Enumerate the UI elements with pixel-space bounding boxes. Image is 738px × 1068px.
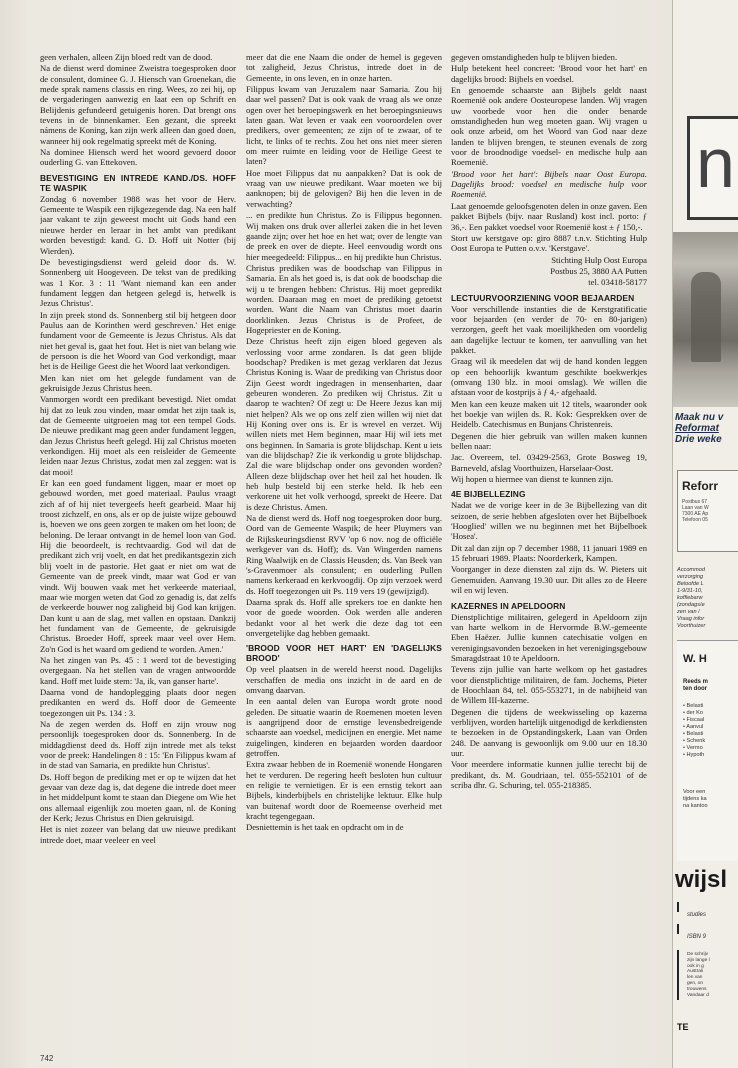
paragraph: Voor meerdere informatie kunnen jullie terecht bij de predikant, ds. M. Goudriaan, tel. 055-552101 of de scriba dhr. G. Schuring, tel. 055-218385. [451, 759, 647, 790]
ad-tax-item: • Vermo [683, 745, 705, 752]
paragraph: Graag wil ik meedelen dat wij de hand konden leggen op een behoorlijk kwantum geschikte boekwerkjes (omvang 130 blz. in mooi omslag). We willen die afstaan voor de kostprijs à ƒ 4,- afgehaald. [451, 356, 647, 398]
ad-book-isbn: ISBN 9 [687, 934, 707, 940]
column-right [451, 52, 647, 1047]
paragraph: geen verhalen, alleen Zijn bloed redt van de dood. [40, 52, 213, 62]
paragraph: Na de dienst werd ds. Hoff nog toegesproken door burg. Oord van de Gemeente Waspik; de heer Pluymers van de Rijkskeuringsdienst RVV 'op 6 nov. nog de officiële werkgever van ds. Hoff); ds. Van Wingerden namens Ring Waalwijk en de Classis Heusden; ds. Van Beek van 's-Gravenmoer als consulent; en ouderling Pullen namens kerkeraad en kerkvoogdij. Op zijn verzoek werd ds. Hoff toegezongen uit Ps. 119 vers 19 (gewijzigd). [246, 513, 442, 596]
ad-tax-item: • Hypoth [683, 752, 705, 759]
paragraph: Deze Christus heeft zijn eigen bloed gegeven als verlossing voor arme zondaren. Is dat geen blijde boodschap? Prediken is met gezag verklaren dat Jezus Christus Koning is. Waar de prediking van Christus door Zijn Geest wordt ingedragen in mensenharten, daar gebeuren wonderen. Zo prediken wij Christus. Zit u daarop te wachten? Of zegt u: De Heere Jezus kan mij niet helpen? Als we op ons zelf zien willen wij niet dat Hij Koning over ons is. Er is wrevel en verzet. Wij willen niets met Hem beginnen, maar Hij wil iets met ons beginnen. In Samaria is grote blijdschap. Kent u iets van die blijdschap? Zie ik verkondig u grote blijdschap. Zal die ware blijdschap onder ons gevonden worden? Alleen deze blijdschap over het heil zal het houden. Ik heb hulp besteld bij een sterke held. Ik heb een verkorene uit het volk verhoogd, spreekt de Heere. Dat is deze Christus. Amen. [246, 336, 442, 512]
section-heading: KAZERNES IN APELDOORN [451, 600, 566, 611]
ad-note-line: Vandaar d [687, 992, 709, 998]
ad-small-line: 1-9/31-10, [677, 588, 703, 594]
paragraph: Na de zegen werden ds. Hoff en zijn vrouw nog persoonlijk toegesproken door ds. Sonnenberg. In de middagdienst deed ds. Hoff zijn intrede met als tekst voor de preek: Handelingen 8 : 15: 'En Filippus kwam af in de stad van Samaria, en predikte hun Christus'. [40, 718, 236, 771]
ad-small-line: verzorging [677, 574, 704, 580]
ad-slogan-line: Drie weke [675, 434, 722, 445]
paragraph: Daarna vond de handoplegging plaats door negen predikanten en werd ds. Hoff door de Gemeente toegezongen uit Ps. 134 : 3. [40, 686, 236, 718]
paragraph: 'Brood voor het hart': Bijbels naar Oost Europa. Dagelijks brood: voedsel en medische hulp voor Roemenië. [451, 168, 647, 200]
ad-small-line: (zondags/e [677, 602, 705, 608]
ad-tax-subtitle [683, 679, 708, 693]
ad-bar [677, 902, 679, 912]
paragraph: Tevens zijn jullie van harte welkom op het gastadres voor dienstplichtige militairen, de fam. Jochems, Pieter de Hoochlaan 84, tel. 055-553271, in de nabijheid van de Willem III-kazerne. [451, 664, 647, 706]
ad-tax-item: • der Ko [683, 710, 705, 717]
paragraph: Degenen die hier gebruik van willen maken kunnen bellen naar: [451, 430, 647, 452]
paragraph: meer dat die ene Naam die onder de hemel is gegeven tot zaligheid, Jezus Christus, intrede doet in de Gemeente, in ons leven, en in onze harten. [246, 52, 442, 83]
ad-box-address [682, 499, 709, 523]
ad-logo-glyph: n [696, 124, 735, 202]
page-number: 742 [40, 1054, 54, 1063]
paragraph: Na de dienst werd dominee Zweistra toegesproken door de consulent, dominee G. J. Hiensch van Groenekan, die mede sprak namens classis en ring. Wees, zo zei hij, op de vergaderingen aanwezig en laat een op Schrift en Belijdenis gefundeerd getuigenis horen. Dat brengt ons tevens in de binnenkamer. Een gezant, die spreekt námens de Koning, kan zijn werk alleen dan goed doen, wanneer hij ook regelmatig spreekt mét de Koning. [40, 63, 236, 146]
paragraph: Wij hopen u hiermee van dienst te kunnen zijn. [451, 474, 614, 485]
paragraph: In zijn preek stond ds. Sonnenberg stil bij hetgeen door Paulus aan de Korinthen werd geschreven.' Het enige fundament voor de Gemeente is Jezus Christus. Als dat niet het geval is, gaat het fout. Het is niet van belang wie de persoon is die het Woord van God verkondigt, maar het is de Heilige Geest die het Woord laat verkondigen. [40, 309, 236, 372]
section-heading: 4E BIJBELLEZING [451, 489, 526, 500]
paragraph: ... en predikte hun Christus. Zo is Filippus begonnen. Wij maken ons druk over allerlei zaken die in het leven gaande zijn; over het hoe en het wat; over de lengte van de preek en over de diepte. Heel eenvoudig wordt ons hier meegedeeld: Filippus... en hij predikte hun Christus. [246, 210, 442, 262]
paragraph: gegeven omstandigheden hulp te blijven bieden. [451, 52, 618, 62]
ad-small-line: koffiebarw [677, 595, 703, 601]
ad-logo [687, 116, 738, 220]
ad-note-line: trouwens [687, 986, 707, 992]
ad-note-line: zijn lange l [687, 957, 710, 963]
paragraph: Men kan niet om het gelegde fundament van de gekruisigde Jezus Christus heen. [40, 372, 236, 393]
ad-book-note [687, 952, 710, 998]
ad-tax-footer [683, 789, 708, 810]
ad-tax-service [677, 640, 738, 861]
ad-note-line: len van [687, 975, 703, 981]
ad-book-title: wijsl [675, 866, 728, 893]
ad-tax-foot-line: na kantoo [683, 803, 708, 809]
ad-tax-item: • Aanvul [683, 724, 705, 731]
ad-tax-item: • Belasti [683, 731, 705, 738]
paragraph: Voorganger in deze diensten zal zijn ds. W. Pieters uit Genemuiden. Aanvang 19.30 uur. Dit alles zo de Heere wil en wij leven. [451, 564, 647, 596]
paragraph: Vanmorgen wordt een predikant bevestigd. Niet omdat hij dat zo leuk zou vinden, maar omdat het zijn taak is, dat de Gemeente uitgroeien mag tot een tempel Gods. De nieuwe predikant mag geen ander fundament leggen, dan Jezus Christus heeft gelegd. Hij zal Christus moeten verkondigen. Hij moet als een reisleider de Gemeente leiden naar Jezus Christus, zodat men zal zeggen: wat is dat mooi! [40, 394, 236, 477]
ad-note-line: ook in g [687, 963, 704, 969]
ad-small-line: Voorthuizer [677, 623, 706, 629]
ad-address-line: Postbus 67 [682, 499, 708, 505]
paragraph: Hulp betekent heel concreet: 'Brood voor het hart' en dagelijks brood: Bijbels en voedsel. [451, 63, 647, 84]
ad-small-line: Beloofde L [677, 581, 704, 587]
ad-tax-sub-line: Reeds m [683, 679, 709, 685]
ad-slogan [675, 412, 738, 445]
ad-address-box [677, 470, 738, 552]
paragraph: Filippus kwam van Jeruzalem naar Samaria. Zou hij daar wel passen? Dat is ook vaak de vraag als we onze ogen over het beroepingswerk en het beroepingsnieuws laten gaan. Wat leven er vaak een vooroordelen over predikers, over gemeenten; ze zijn of te zwaar, of te licht, te links of te rechts. Zou het ons niet meer sieren om meer ruimte en leiding voor de Heilige Geest te laten? [246, 84, 442, 167]
ad-small-line: zen van / [677, 609, 700, 615]
paragraph: Stichting Hulp Oost Europa [551, 254, 647, 265]
paragraph: Laat genoemde geloofsgenoten delen in onze gaven. Een pakket Bijbels (bijv. naar Rusland) kost incl. porto: ƒ 36,-. Een pakket voedsel voor Roemenië kost ± ƒ 150,-. [451, 200, 647, 232]
paragraph: Ds. Hoff begon de prediking met er op te wijzen dat het gevaar van deze dag is, dat degene die intrede doet meer in het middelpunt komt te staan dan Diegene om Wie het ons allemaal eigenlijk zou moeten gaan, nl. de Koning der Kerk; Jezus Christus en Dien gekruisigd. [40, 771, 236, 824]
ad-small-line: Accommod [677, 567, 705, 573]
ad-tax-foot-line: tijdens ka [683, 796, 707, 802]
section-heading: LECTUURVOORZIENING VOOR BEJAARDEN [451, 292, 635, 303]
section-heading: 'BROOD VOOR HET HART' EN 'DAGELIJKS BROOD' [246, 643, 442, 664]
paragraph: Zondag 6 november 1988 was het voor de Herv. Gemeente te Waspik een rijkgezegende dag. Na een half jaar vakant te zijn geweest mocht uit Gods hand een nieuwe herder en leraar in het ambt van predikant worden bevestigd: kand. G. D. Hoff uit Notter (bij Wierden). [40, 193, 236, 256]
paragraph: Stort uw kerstgave op: giro 8887 t.n.v. Stichting Hulp Oost Europa te Putten o.v.v. 'Kerstgave'. [451, 232, 647, 254]
paragraph: Op veel plaatsen in de wereld heerst nood. Dagelijks verschaffen de media ons inzicht in de aard en de omvang daarvan. [246, 664, 442, 695]
paragraph: Er kan een goed fundament liggen, maar er moet op gebouwd worden, met goed materiaal. Paulus vraagt zich af of hij niet tevergeefs heeft gearbeid. Maar hij troost zichzelf, en ons, als er op de juiste wijze gebouwd is, hoeven we ons geen zorgen te maken om het loon; de beloning. De leraar ontvangt in de hemel loon van God. Hij die beoordeelt, is rechtvaardig. God wil dat de predikant zich vrij voelt, en dat het predikantsgezin zich blij voelt in de pastorie. Het gaat er niet om wat de Gemeente van de preek vindt, maar wat God er van vindt. Wij bouwen vaak met het verkeerde materiaal, maar wie morgen weten dat God zo genadig is, dat zelfs de verkeerde bouwer nog zaligheid bij God kan krijgen. Dan kunt u aan de slag, met vallen en opstaan. Dankzij het fundament van de Gemeente, de gekruisigde Christus. Broeder Hoff, spreek maar veel over Hem. Zo'n God is het waard om gediend te worden. Amen.' [40, 478, 236, 654]
paragraph: Na het zingen van Ps. 45 : 1 werd tot de bevestiging overgegaan. Na het stellen van de vragen antwoordde kand. Hoff met luide stem: 'Ja, ik, van ganser harte'. [40, 654, 236, 686]
ad-address-line: 7300 AE Ap [682, 511, 709, 517]
ad-tax-item: • Schenk [683, 738, 705, 745]
paragraph: Dienstplichtige militairen, gelegerd in Apeldoorn zijn van harte welkom in de Hervormde B.W.-gemeente Eben Haëzer. Jullie kunnen catechisatie volgen en verenigingsavonden bezoeken in het verenigingsgebouw Smaragdstraat 10 te Apeldoorn. [451, 611, 647, 663]
section-heading: BEVESTIGING EN INTREDE KAND./DS. HOFF TE WASPIK [40, 172, 236, 193]
paragraph: De bevestigingsdienst werd geleid door ds. W. Sonnenberg uit Hoogeveen. De tekst van de prediking was 1 Kor. 3 : 11 'Want niemand kan een ander fundament leggen dan hetgeen gelegd is, hetwelk is Jezus Christus'. [40, 256, 236, 309]
paragraph: Postbus 25, 3880 AA Putten [550, 265, 647, 276]
column-left [40, 52, 236, 1047]
ad-note-line: Australi [687, 969, 703, 975]
ad-note-line: gen, on [687, 980, 704, 986]
paragraph: Dit zal dan zijn op 7 december 1988, 11 januari 1989 en 15 februari 1989. Plaats: Noorderkerk, Kampen. [451, 542, 647, 564]
paragraph: Desniettemin is het taak en opdracht om in de [246, 822, 404, 833]
ad-tax-item: • Belasti [683, 703, 705, 710]
ad-bar [677, 924, 679, 934]
paragraph: Christus prediken was de boodschap van Filippus in Samaria. En als het goed is, is dat ook de boodschap die wij u te brengen hebben: Christus. Hij moet gepredikt worden. Daaraan mag en moet de prediking getoetst worden. Want die Naam van Christus moet daarin doorklinken. Jezus Christus is de Profeet, de Hogepriester en de Koning. [246, 262, 442, 335]
paragraph: Voor verschillende instanties die de Kerstgratificatie voor bejaarden (en verder de 70- en 80-jarigen) verzorgen, geeft het vaak moeilijkheden om voordelig aan dagelijke lectuur te komen, ter aanvulling van het pakket. [451, 303, 647, 355]
paragraph: Na dominee Hiensch werd het woord gevoerd dooor ouderling G. van Ettekoven. [40, 147, 236, 168]
paragraph: Jac. Overeem, tel. 03429-2563, Grote Bosweg 19, Barneveld, afslag Voorthuizen, Harselaar-Oost. [451, 452, 647, 473]
ad-tel-label: TE [677, 1022, 689, 1032]
paragraph: Extra zwaar hebben de in Roemenië wonende Hongaren het te verduren. De regering heeft besloten hun cultuur en religie te vernietigen. Er is een ernstig tekort aan Bijbels, kinderbijbels en christelijke lektuur. Elke hulp van buitenaf wordt door de Roemeense overheid met kracht tegengegaan. [246, 759, 442, 822]
paragraph: Hoe moet Filippus dat nu aanpakken? Dat is ook de vraag van uw nieuwe predikant. Waar moeten we bij aanknopen; bij de gelovigen? Bij hen die leven in de verwachting? [246, 167, 442, 209]
ad-address-line: Laan van W [682, 505, 709, 511]
paragraph: Degenen die tijdens de weekwisseling op kazerna verblijven, worden hartelijk uitgenodigd de kerkdiensten te bezoeken in de Opstandingskerk, Laan van Orden 248. De aanvang is gewoonlijk om 9.00 uur en 18.30 uur. [451, 706, 647, 758]
paragraph: In een aantal delen van Europa wordt grote nood geleden. De situatie waarin de Roemenen moeten leven is aangrijpend door de ernstige levensbedreigende schaarste aan voedsel, medicijnen en energie. Met name zuigelingen, kinderen en bejaarden worden daardoor getroffen. [246, 696, 442, 758]
ad-tax-list [683, 703, 705, 759]
ad-tax-item: • Fiscaal [683, 717, 705, 724]
ad-box-title: Reforr [682, 479, 719, 493]
ad-photo [673, 232, 738, 407]
paragraph: tel. 03418-58177 [588, 277, 647, 288]
ad-small-text [677, 567, 705, 630]
ad-small-line: Vraag infor [677, 616, 705, 622]
paragraph: Men kan een keuze maken uit 12 titels, waaronder ook het boekje van wijlen ds. R. Kok: Gesprekken over de Heidelb. Catechismus en Bunjans Christenreis. [451, 398, 647, 430]
ad-book-series: studies [687, 912, 707, 918]
column-middle [246, 52, 442, 1047]
ad-address-line: Telefoon 05 [682, 517, 708, 523]
paragraph: En genoemde schaarste aan Bijbels geldt naast Roemenië ook andere Oosteuropese landen. Wij vragen uw voorbede voor hen die onder benarde omstandigheden hun weg moeten gaan. Wij vragen u ook onze arbeid, om het Woord van God naar deze landen te blijven brengen, te steunen evenals de zorg voor de broodnodige voedsel- en medische hulp aan Roemenië. [451, 85, 647, 168]
paragraph: Daarna sprak ds. Hoff alle sprekers toe en dankte hen voor de goede woorden. Ook werden alle anderen bedankt voor al het werk die deze dag tot een onvergetelijke dag hebben gemaakt. [246, 596, 442, 638]
paragraph: Nadat we de vorige keer in de 3e Bijbellezing van dit seizoen, de serie hebben afgesloten over het Bijbelboek 'Hooglied' willen we nu beginnen met het Bijbelboek 'Hosea'. [451, 500, 647, 542]
advertisement-strip [672, 0, 738, 1068]
ad-slogan-line: Reformat [675, 423, 719, 434]
ad-tax-title: W. H [683, 653, 707, 665]
ad-note-line: De schrijv [687, 952, 709, 957]
ad-tax-foot-line: Voor een [683, 789, 706, 795]
paragraph: Het is niet zozeer van belang dat uw nieuwe predikant intrede doet, maar veeleer en veel [40, 824, 236, 845]
ad-slogan-line: Maak nu v [675, 412, 724, 423]
ad-tax-sub-line: ten door [683, 686, 707, 692]
ad-bar [677, 950, 679, 1000]
